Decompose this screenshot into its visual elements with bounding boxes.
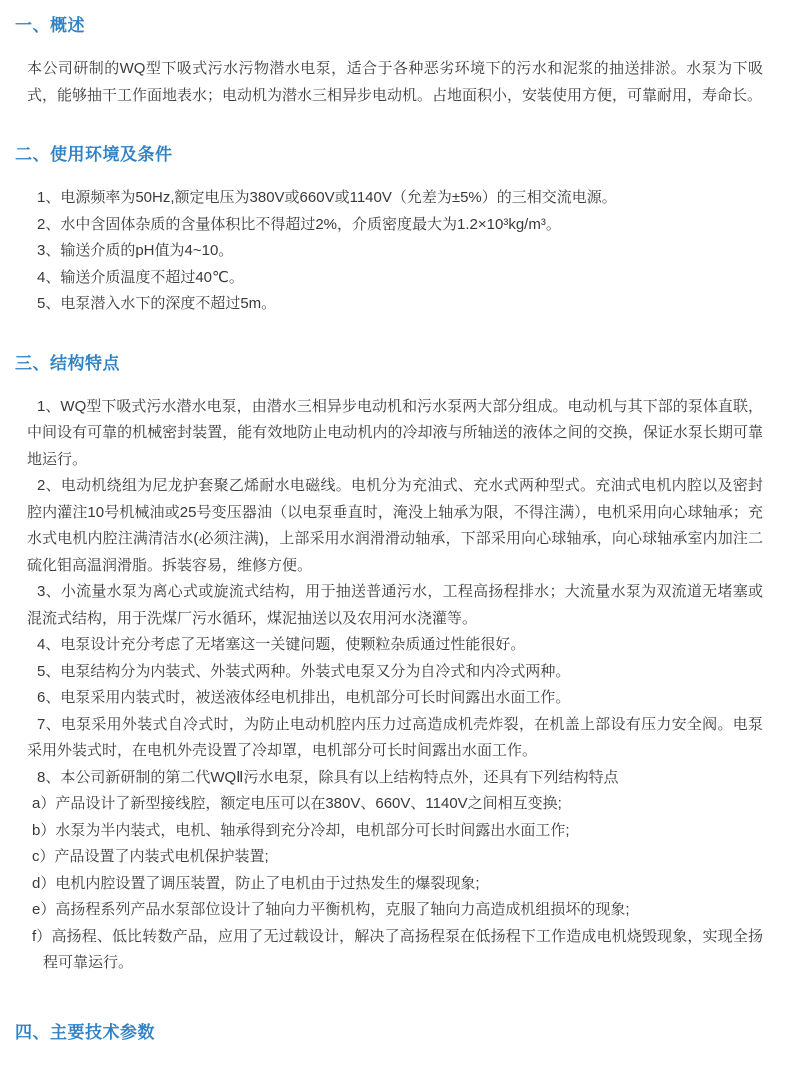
feature-item-7: 7、电泵采用外装式自冷式时，为防止电动机腔内压力过高造成机壳炸裂，在机盖上部设有压力安全阀。电泵采用外装式时，在电机外壳设置了冷却罩，电机部分可长时间露出水面工作。 xyxy=(27,715,763,759)
feature-item-3: 3、小流量水泵为离心式或旋流式结构，用于抽送普通污水，工程高扬程排水；大流量水泵为双流道无堵塞或混流式结构，用于洗煤厂污水循环，煤泥抽送以及农用河水浇灌等。 xyxy=(27,583,763,627)
feature-item-6: 6、电泵采用内装式时，被送液体经电机排出，电机部分可长时间露出水面工作。 xyxy=(37,689,571,706)
feature-subitem-d: d）电机内腔设置了调压装置，防止了电机由于过热发生的爆裂现象; xyxy=(32,874,480,892)
features-list xyxy=(27,394,763,977)
condition-item-1: 1、电源频率为50Hz,额定电压为380V或660V或1140V（允差为±5%）的三相交流电源。 xyxy=(37,189,617,206)
feature-subitem-b: b）水泵为半内装式，电机、轴承得到充分冷却，电机部分可长时间露出水面工作; xyxy=(32,821,570,839)
section-overview xyxy=(15,14,763,109)
condition-item-5: 5、电泵潜入水下的深度不超过5m。 xyxy=(37,295,277,312)
section-heading-conditions: 二、使用环境及条件 xyxy=(15,145,173,164)
feature-item-5: 5、电泵结构分为内装式、外装式两种。外装式电泵又分为自冷式和内冷式两种。 xyxy=(37,662,571,680)
overview-paragraph: 本公司研制的WQ型下吸式污水污物潜水电泵，适合于各种恶劣环境下的污水和泥浆的抽送排淤。水泵为下吸式，能够抽干工作面地表水；电动机为潜水三相异步电动机。占地面积小，安装使用方便，可靠耐用，寿命长。 xyxy=(27,60,763,104)
section-heading-overview: 一、概述 xyxy=(15,16,85,35)
condition-item-3: 3、输送介质的pH值为4~10。 xyxy=(37,242,234,259)
section-heading-features: 三、结构特点 xyxy=(15,353,120,373)
feature-item-8: 8、本公司新研制的第二代WQⅡ污水电泵，除具有以上结构特点外，还具有下列结构特点 xyxy=(37,768,619,786)
feature-item-4: 4、电泵设计充分考虑了无堵塞这一关键问题，使颗粒杂质通过性能很好。 xyxy=(37,636,526,653)
overview-body xyxy=(27,56,763,109)
condition-item-4: 4、输送介质温度不超过40℃。 xyxy=(37,268,244,286)
feature-item-2: 2、电动机绕组为尼龙护套聚乙烯耐水电磁线。电机分为充油式、充水式两种型式。充油式电机内腔以及密封腔内灌注10号机械油或25号变压器油（以电泵垂直时，淹没上轴承为限，不得注满），电机采用向心球轴承；充水式电机内腔注满清洁水(必须注满)，上部采用水润滑滑动轴承，下部采用向心球轴承，向心球轴承室内加注二硫化钼高温润滑脂。拆装容易，维修方便。 xyxy=(27,477,763,574)
condition-item-2: 2、水中含固体杂质的含量体积比不得超过2%，介质密度最大为1.2×10³kg/m³。 xyxy=(37,215,561,233)
feature-subitem-a: a）产品设计了新型接线腔，额定电压可以在380V、660V、1140V之间相互变换; xyxy=(32,795,562,812)
feature-subitem-f: f）高扬程、低比转数产品，应用了无过载设计，解决了高扬程泵在低扬程下工作造成电机烧毁现象，实现全扬程可靠运行。 xyxy=(32,927,763,971)
section-conditions xyxy=(15,143,763,318)
section-features xyxy=(15,352,763,977)
feature-subitem-e: e）高扬程系列产品水泵部位设计了轴向力平衡机构，克服了轴向力高造成机组损坏的现象; xyxy=(32,901,630,918)
feature-subitem-c: c）产品设置了内装式电机保护装置; xyxy=(32,848,269,865)
feature-item-1: 1、WQ型下吸式污水潜水电泵，由潜水三相异步电动机和污水泵两大部分组成。电动机与其下部的泵体直联，中间设有可靠的机械密封装置，能有效地防止电动机内的冷却液与所轴送的液体之间的交换，保证水泵长期可靠地运行。 xyxy=(27,397,763,468)
conditions-list xyxy=(27,185,763,318)
section-parameters xyxy=(15,1021,763,1045)
section-heading-parameters: 四、主要技术参数 xyxy=(15,1022,155,1042)
